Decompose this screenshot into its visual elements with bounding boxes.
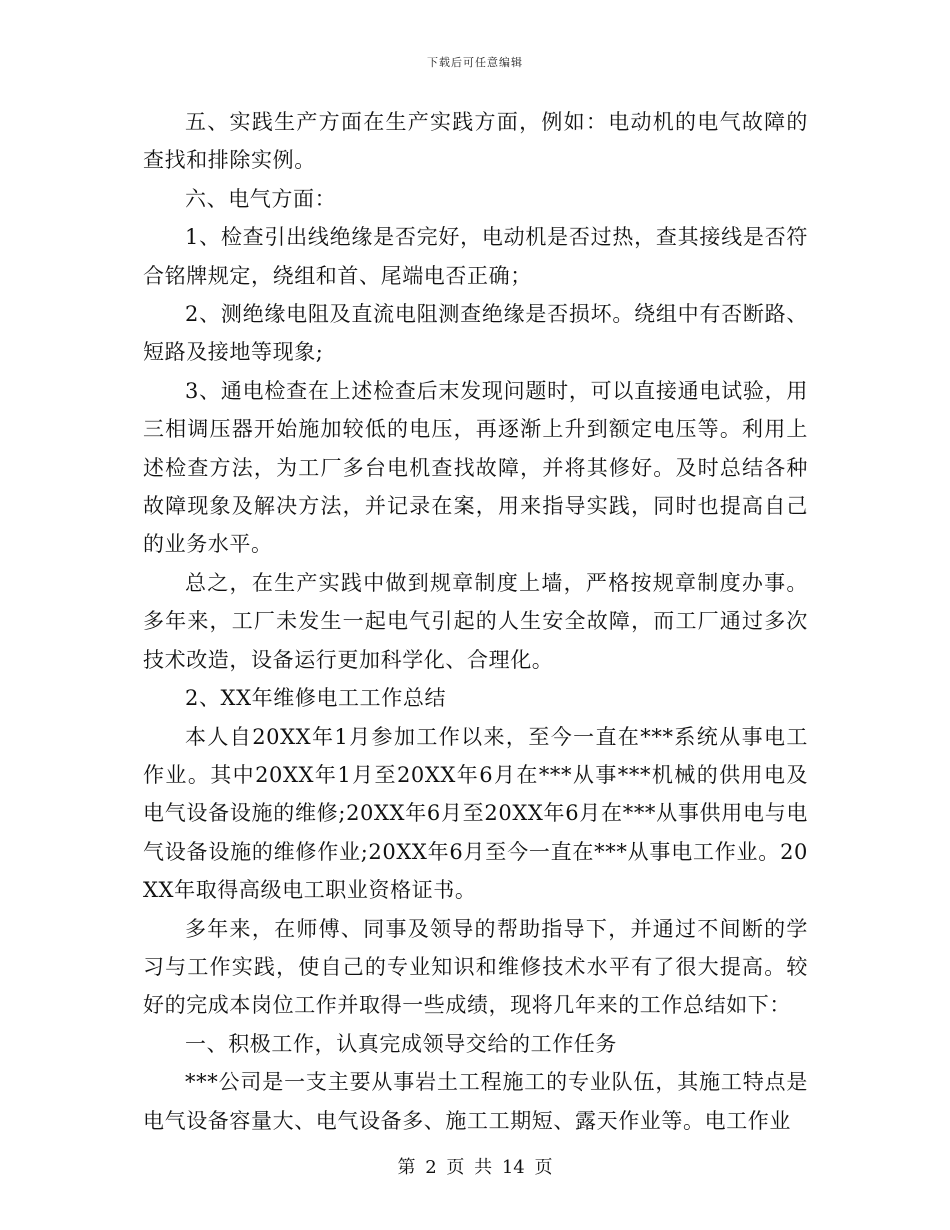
paragraph-work-history: 本人自20XX年1月参加工作以来，至今一直在***系统从事电工作业。其中20XX年1月至20XX年6月在***从事***机械的供用电及电气设备设施的维修;20XX年6月至20XX年6月在***从事供用电与电气设备设施的维修作业;20XX年6月至今一直在***从事电工作业。20XX年取得高级电工职业资格证书。 (143, 724, 808, 903)
paragraph-check-leads: 1、检查引出线绝缘是否完好，电动机是否过热，查其接线是否符合铭牌规定，绕组和首、尾端电否正确； (143, 225, 808, 288)
page-header: 下载后可任意编辑 (427, 56, 523, 69)
section-title: 2、XX年维修电工工作总结 (185, 686, 447, 711)
paragraph-summary-intro: 多年来，在师傅、同事及领导的帮助指导下，并通过不间断的学习与工作实践，使自己的专业知识和维修技术水平有了很大提高。较好的完成本岗位工作并取得一些成绩，现将几年来的工作总结如下： (143, 916, 808, 1018)
page-number: 第 2 页 共 14 页 (397, 1157, 553, 1178)
paragraph-power-test: 3、通电检查在上述检查后末发现问题时，可以直接通电试验，用三相调压器开始施加较低的电压，再逐渐上升到额定电压等。利用上述检查方法，为工厂多台电机查找故障，并将其修好。及时总结各种故障现象及解决方法，并记录在案，用来指导实践，同时也提高自己的业务水平。 (143, 378, 808, 557)
paragraph-conclusion: 总之，在生产实践中做到规章制度上墙，严格按规章制度办事。多年来，工厂未发生一起电气引起的人生安全故障，而工厂通过多次技术改造，设备运行更加科学化、合理化。 (143, 570, 808, 672)
document-body (143, 103, 808, 1140)
subsection-title: 一、积极工作，认真完成领导交给的工作任务 (185, 1031, 617, 1056)
paragraph-insulation-test: 2、测绝缘电阻及直流电阻测查绝缘是否损坏。绕组中有否断路、短路及接地等现象; (143, 302, 808, 365)
paragraph-company: ***公司是一支主要从事岩土工程施工的专业队伍，其施工特点是电气设备容量大、电气设备多、施工工期短、露天作业等。电工作业 (143, 1070, 808, 1133)
paragraph-electrical-heading: 六、电气方面： (185, 186, 337, 211)
paragraph-practice: 五、实践生产方面在生产实践方面，例如：电动机的电气故障的查找和排除实例。 (143, 110, 808, 173)
